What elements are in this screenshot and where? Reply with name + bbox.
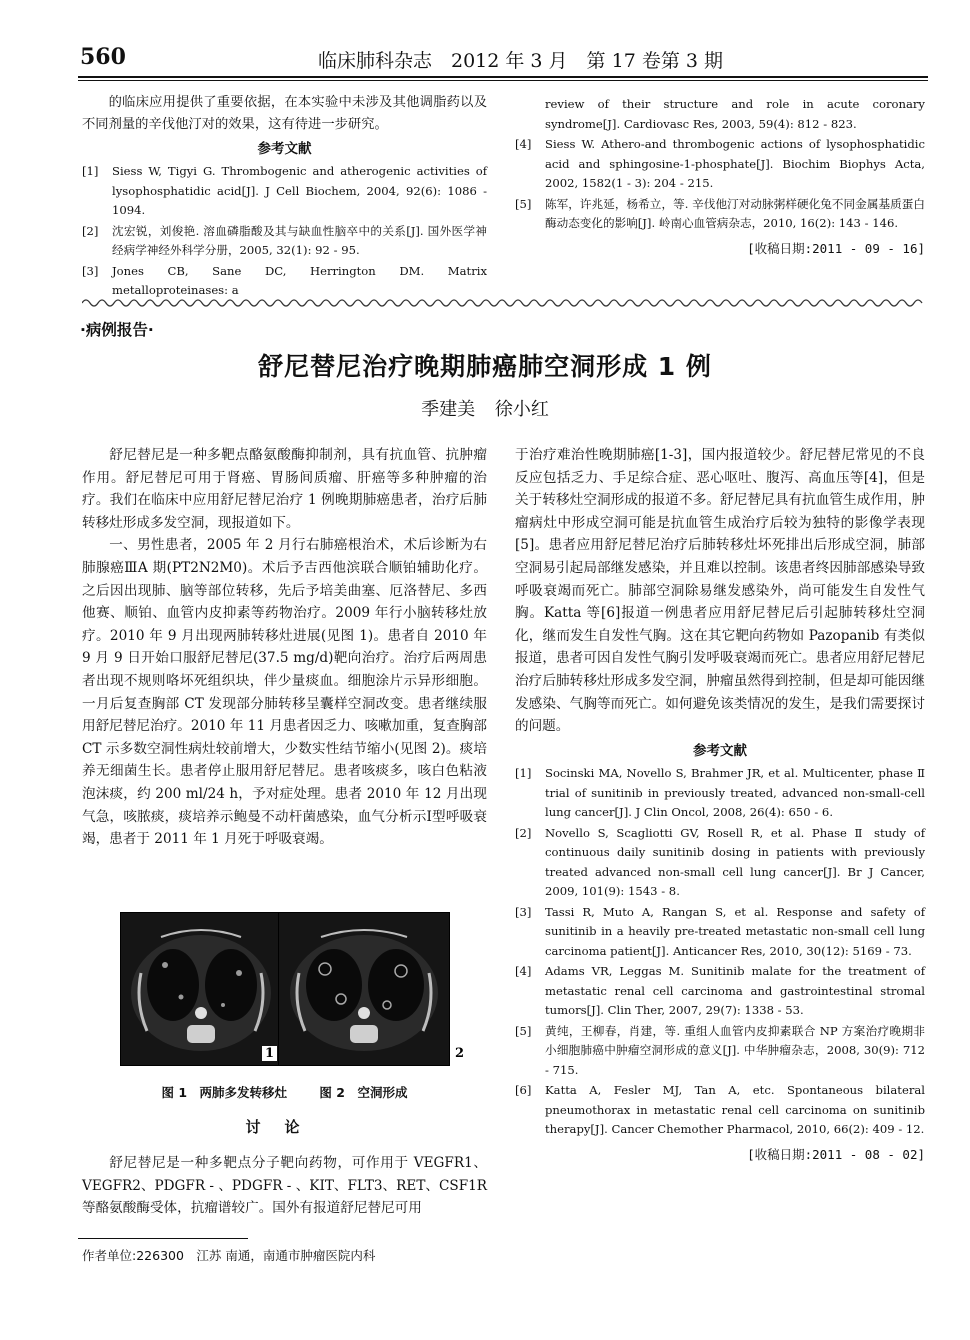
- ct-figure-1: [120, 912, 282, 1066]
- article-authors: 季建美 徐小红: [421, 399, 549, 420]
- reference-item: [6] Katta A, Fesler MJ, Tan A, etc. Spontaneous bilateral pneumothorax in metastatic renal cell carcinoma on sunitinib therapy[J]. Cancer Chemother Pharmacol, 2010, 66(2): 409 - 12.: [515, 1083, 925, 1137]
- discussion-left: [82, 1152, 487, 1220]
- reference-item: [4] Siess W. Athero-and thrombogenic actions of lysophosphatidic acid and sphingosine-1-phosphate[J]. Biochim Biophys Acta, 2002, 1582(1 - 3): 204 - 215.: [515, 137, 925, 190]
- figure-1-caption: 图 1 两肺多发转移灶: [161, 1085, 288, 1100]
- received-date: [收稿日期:2011 - 09 - 16]: [747, 240, 925, 256]
- received-date: [收稿日期:2011 - 08 - 02]: [747, 1146, 925, 1162]
- figure-caption: [82, 1083, 487, 1101]
- author-affiliation: 作者单位:226300 江苏 南通，南通市肿瘤医院内科: [82, 1248, 376, 1263]
- reference-item: [4] Adams VR, Leggas M. Sunitinib malate for the treatment of metastatic renal cell carcinoma and gastrointestinal stromal tumors[J]. Clin Ther, 2007, 29(7): 1338 - 53.: [515, 964, 925, 1018]
- article-divider: [82, 297, 925, 309]
- figure-2-label: 2: [452, 1046, 467, 1061]
- article-left-column: [82, 444, 487, 851]
- reference-item: [1] Siess W, Tigyi G. Thrombogenic and atherogenic activities of lysophosphatidic acid[J]. J Cell Biochem, 2004, 92(6): 1086 - 1094.: [82, 164, 487, 217]
- reference-item: [5] 陈军，许兆延，杨希立，等. 辛伐他汀对动脉粥样硬化兔不同金属基质蛋白酶动态变化的影响[J]. 岭南心血管病杂志，2010, 16(2): 143 - 146.: [515, 196, 925, 230]
- article-title: 舒尼替尼治疗晚期肺癌肺空洞形成 1 例: [258, 352, 712, 381]
- case-paragraph: 一、男性患者，2005 年 2 月行右肺癌根治术，术后诊断为右肺腺癌ⅢA 期(PT2N2M0)。术后予吉西他滨联合顺铂辅助化疗。之后因出现肺、脑等部位转移，先后予培美曲塞、厄洛替尼、多西他赛、顺铂、血管内皮抑素等药物治疗。2009 年行小脑转移灶放疗。2010 年 9 月出现两肺转移灶进展(见图 1)。患者自 2010 年 9 月 9 日开始口服舒尼替尼(37.5 mg/d)靶向治疗。治疗后两周患者出现不规则咯坏死组织块，伴少量痰血。细胞涂片示异形细胞。一月后复查胸部 CT 发现部分肺转移呈囊样空洞改变。患者继续服用舒尼替尼治疗。2010 年 11 月患者因乏力、咳嗽加重，复查胸部 CT 示多数空洞性病灶较前增大，少数实性结节缩小(见图 2)。痰培养无细菌生长。患者停止服用舒尼替尼。患者咳痰多，咳白色粘液泡沫痰，约 200 ml/24 h，予对症处理。患者 2010 年 12 月出现气急，咳脓痰，痰培养示鲍曼不动杆菌感染，血气分析示Ⅰ型呼吸衰竭，患者于 2011 年 1 月死于呼吸衰竭。: [82, 537, 487, 848]
- page-number: 560: [80, 44, 126, 70]
- refs-heading: 参考文献: [693, 742, 747, 759]
- reference-item: [2] Novello S, Scagliotti GV, Rosell R, et al. Phase Ⅱ study of continuous daily sunitinib dosing in patients with previously treated advanced non-small cell lung cancer[J]. Br J Cancer, 2009, 101(9): 1543 - 8.: [515, 825, 925, 899]
- figure-2-caption: 图 2 空洞形成: [319, 1085, 408, 1100]
- reference-list: [515, 764, 925, 1140]
- discussion-heading: 讨论: [245, 1118, 324, 1136]
- reference-item: [3] Jones CB, Sane DC, Herrington DM. Matrix metalloproteinases: a: [82, 263, 487, 297]
- prev-refs-heading: 参考文献: [257, 141, 312, 157]
- prev-ref-list-left: [82, 162, 487, 301]
- discussion-paragraph-start: 舒尼替尼是一种多靶点分子靶向药物，可作用于 VEGFR1、VEGFR2、PDGFR - 、PDGFR - 、KIT、FLT3、RET、CSF1R 等酪氨酸酶受体，抗瘤谱较广。国外有报道舒尼替尼可用: [82, 1155, 488, 1217]
- discussion-paragraph-cont: 于治疗难治性晚期肺癌[1-3]，国内报道较少。舒尼替尼常见的不良反应包括乏力、手足综合症、恶心呕吐、腹泻、高血压等[4]，但是关于转移灶空洞形成的报道不多。舒尼替尼具有抗血管生成作用，肿瘤病灶中形成空洞可能是抗血管生成治疗后较为独特的影像学表现[5]。患者应用舒尼替尼治疗后肺转移灶坏死排出后形成空洞，肺部空洞易引起局部继发感染，并且难以控制。该患者终因肺部感染导致呼吸衰竭而死亡。肺部空洞除易继发感染外，尚可能发生自发性气胸。Katta 等[6]报道一例患者应用舒尼替尼后引起肺转移灶空洞化，继而发生自发性气胸。这在其它靶向药物如 Pazopanib 有类似报道，患者可因自发性气胸引发呼吸衰竭而死亡。患者应用舒尼替尼治疗后肺转移灶形成多发空洞，肿瘤虽然得到控制，但是却可能因继发感染、气胸等而死亡。如何避免该类情况的发生，是我们需要探讨的问题。: [515, 447, 925, 735]
- intro-paragraph: 舒尼替尼是一种多靶点酪氨酸酶抑制剂，具有抗血管、抗肿瘤作用。舒尼替尼可用于肾癌、胃肠间质瘤、肝癌等多种肿瘤的治疗。我们在临床中应用舒尼替尼治疗 1 例晚期肺癌患者，治疗后肺转移灶形成多发空洞，现报道如下。: [82, 447, 487, 531]
- header-rule-thin: [78, 80, 928, 81]
- section-tag: ·病例报告·: [80, 321, 154, 339]
- article-right-column: [515, 444, 925, 1166]
- reference-item: review of their structure and role in acute coronary syndrome[J]. Cardiovasc Res, 2003, 59(4): 812 - 823.: [545, 97, 925, 131]
- reference-item: [3] Tassi R, Muto A, Rangan S, et al. Response and safety of sunitinib in a heavily pre-treated metastatic non-small cell lung carcinoma patient[J]. Anticancer Res, 2010, 30(12): 5169 - 73.: [515, 904, 925, 958]
- prev-article-text: 的临床应用提供了重要依据，在本实验中未涉及其他调脂药以及不同剂量的辛伐他汀对的效果，这有待进一步研究。: [82, 95, 487, 132]
- prev-article-right: [515, 95, 925, 260]
- journal-header: 临床肺科杂志 2012 年 3 月 第 17 卷第 3 期: [318, 50, 723, 72]
- reference-item: [5] 黄纯，王柳春，肖建，等. 重组人血管内皮抑素联合 NP 方案治疗晚期非小细胞肺癌中肿瘤空洞形成的意义[J]. 中华肿瘤杂志，2008, 30(9): 712 - 715.: [515, 1023, 925, 1077]
- ct-figure-2: [278, 912, 450, 1066]
- footnote-rule: [78, 1238, 248, 1239]
- prev-article-left: [82, 92, 487, 302]
- header-rule: [78, 76, 928, 78]
- reference-item: [2] 沈宏锐，刘俊艳. 溶血磷脂酸及其与缺血性脑卒中的关系[J]. 国外医学神经病学神经外科学分册，2005, 32(1): 92 - 95.: [82, 223, 487, 257]
- figure-1-label: 1: [262, 1046, 277, 1061]
- reference-item: [1] Socinski MA, Novello S, Brahmer JR, et al. Multicenter, phase Ⅱ trial of sunitinib in previously treated, advanced non-small-cell lung cancer[J]. J Clin Oncol, 2008, 26(4): 650 - 6.: [515, 766, 925, 820]
